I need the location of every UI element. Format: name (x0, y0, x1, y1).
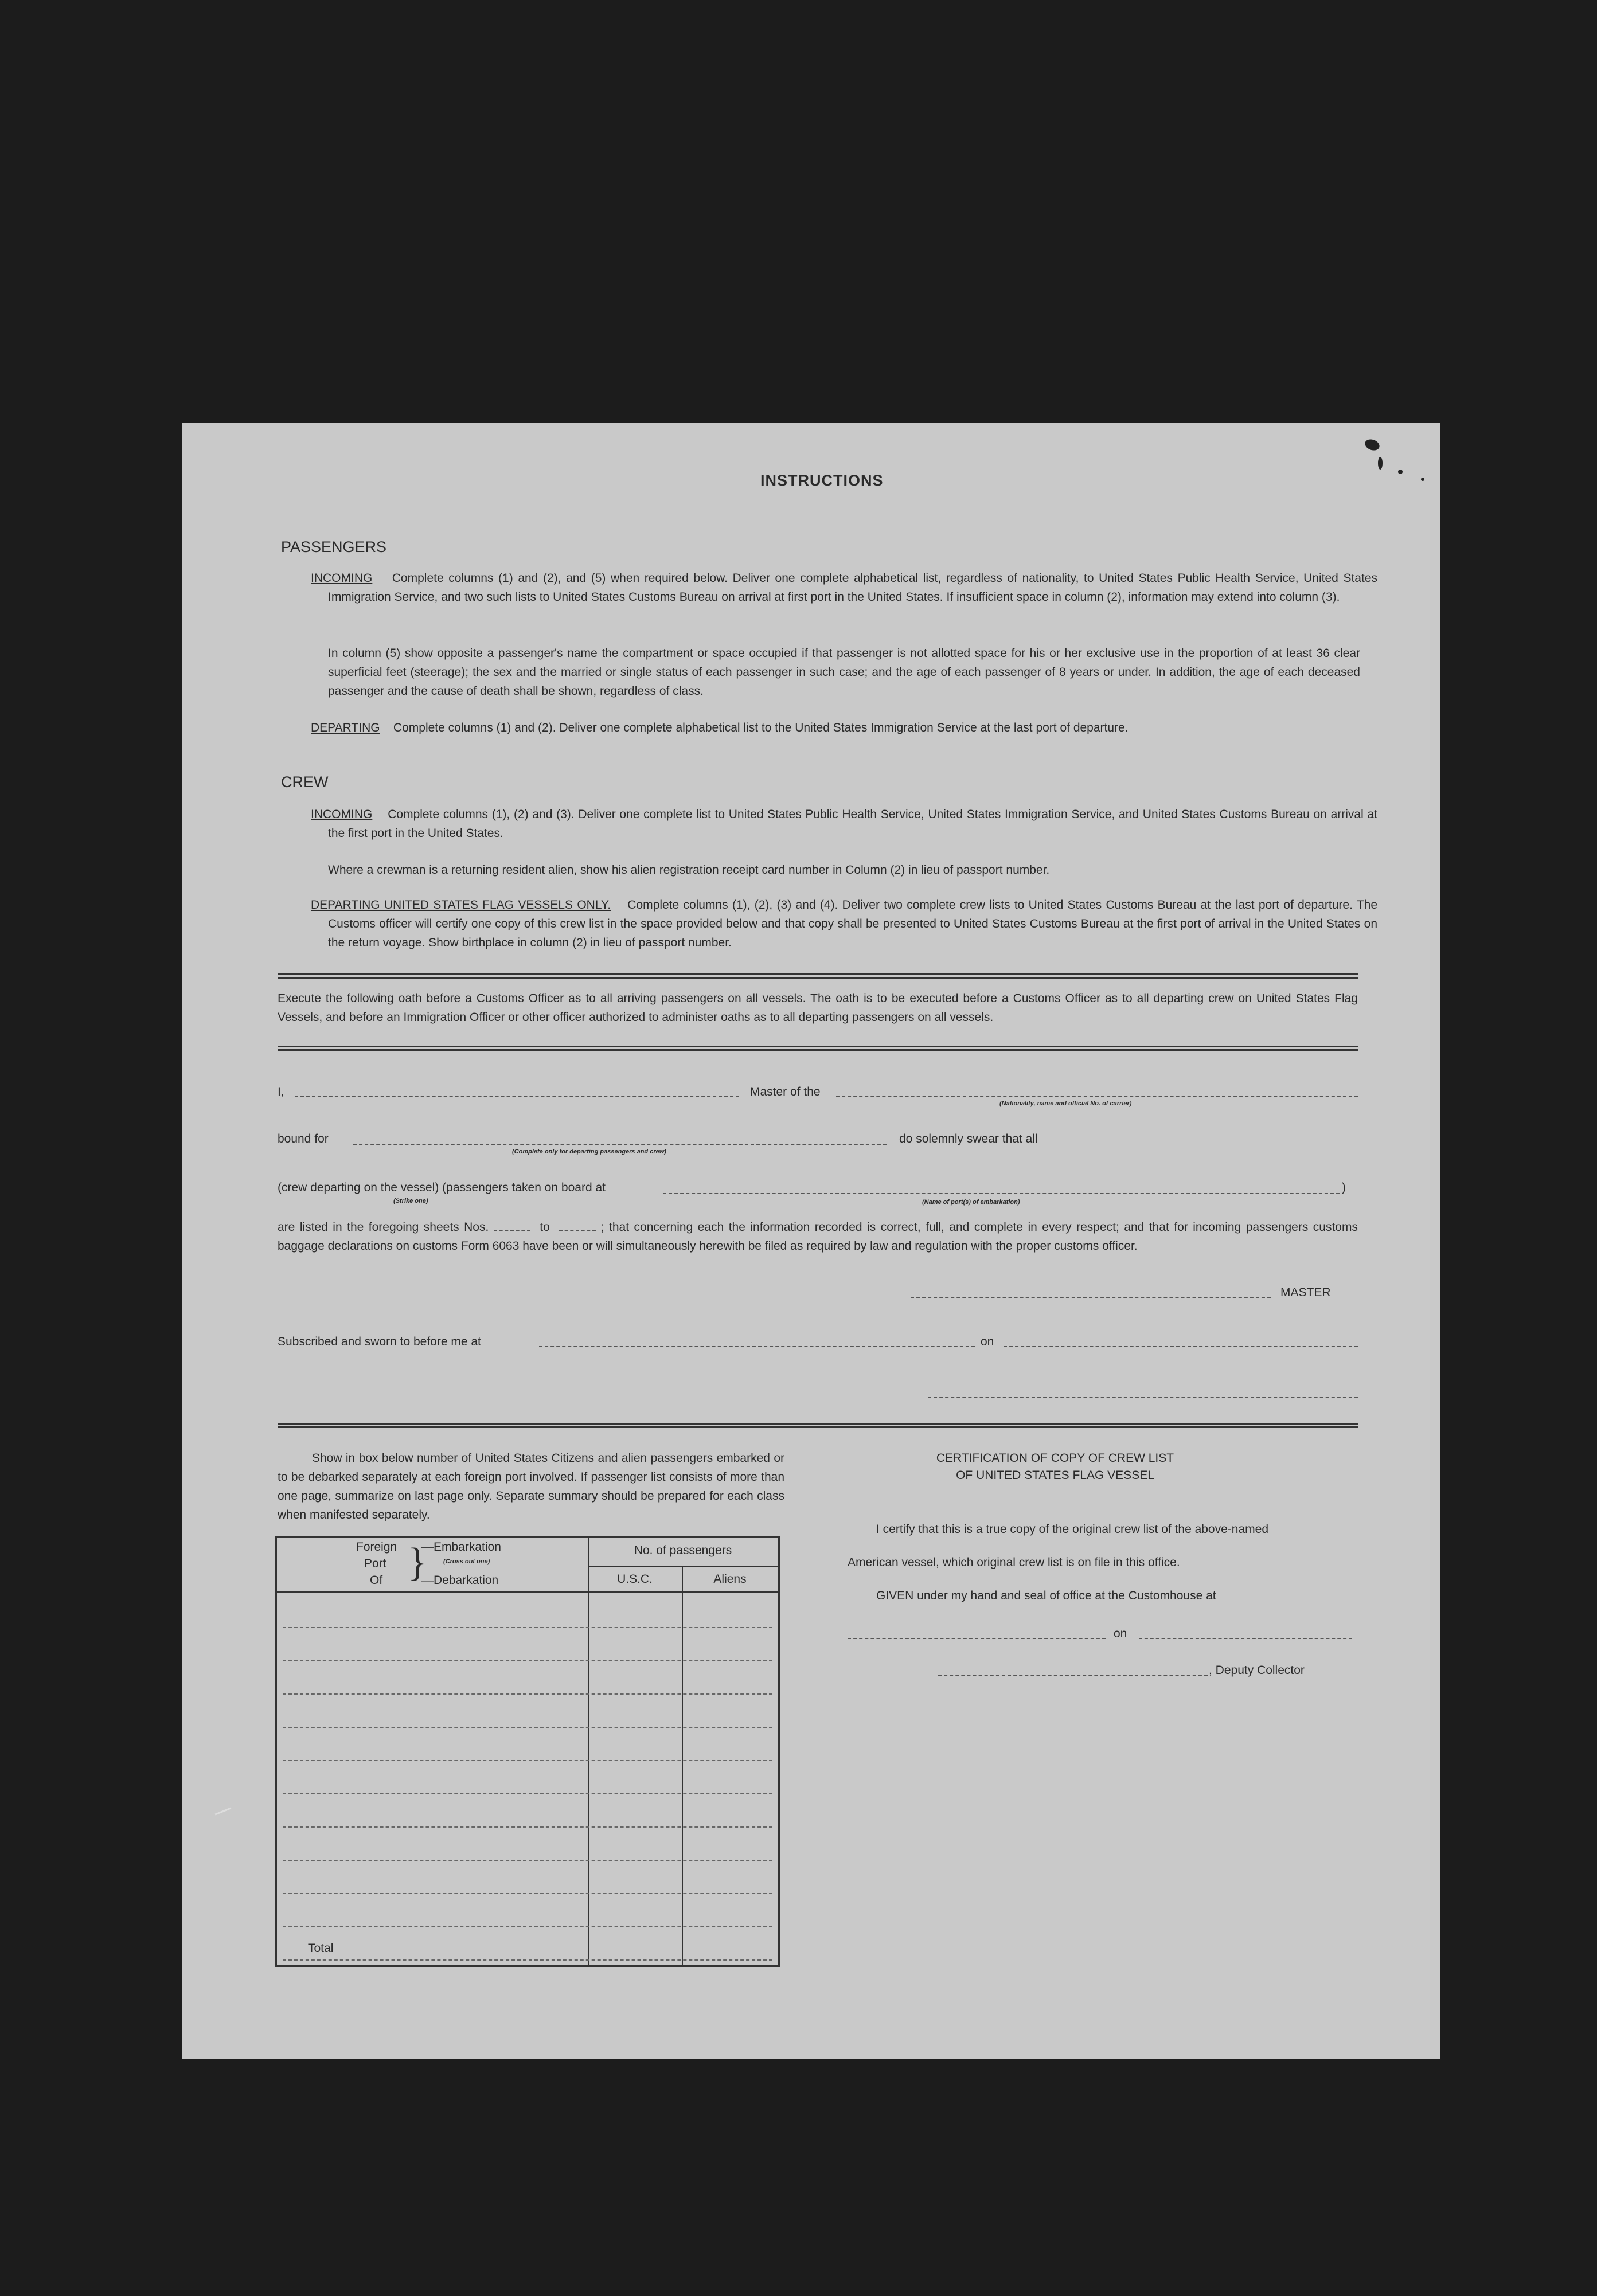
listed-text-end: ; that concerning each the information recorded is correct, full, and complete in every respect; and that for incoming passengers customs baggage declarations on customs Form 6063 have been or will simultaneously herewith be filed as required by law and regulation with the proper customs officer. (278, 1221, 1358, 1253)
sworn-date-field[interactable] (1004, 1346, 1358, 1347)
passengers-departing-label: DEPARTING (311, 721, 380, 734)
table-rows (283, 1595, 772, 1961)
crew-incoming-paragraph (311, 805, 1377, 843)
table-row[interactable] (283, 1828, 772, 1861)
oath-instruction: Execute the following oath before a Customs Officer as to all arriving passengers on all vessels. The oath is to be executed before a Customs Officer as to all departing crew on United States Flag Vessels, and before an Immigration Officer or other officer authorized to administer oaths as to all departing passengers on all vessels. (278, 992, 1358, 1024)
table-row[interactable] (283, 1794, 772, 1828)
divider-rule (278, 1423, 1358, 1428)
listed-paragraph (278, 1218, 1358, 1255)
certify-line-2: American vessel, which original crew list is on file in this office. (848, 1556, 1180, 1569)
cross-out-note: (Cross out one) (443, 1558, 490, 1565)
crew-departing-choice[interactable]: (crew departing on the vessel) (passengers taken on board at (278, 1181, 606, 1194)
passenger-summary-table (275, 1536, 780, 1967)
ink-blot (1378, 457, 1383, 470)
certification-date-field[interactable] (1139, 1638, 1352, 1639)
crew-departing-label: DEPARTING UNITED STATES FLAG VESSELS ONLY. (311, 898, 611, 912)
close-paren: ) (1342, 1181, 1346, 1194)
sheet-from-field[interactable] (494, 1218, 530, 1231)
passengers-column5-paragraph: In column (5) show opposite a passenger's name the compartment or space occupied if that passenger is not allotted space for his or her exclusive use in the proportion of at least 36 clear superficial feet (steerage); the sex and the married or single status of each passenger in such case; and the age of each passenger of 8 years or under. In addition, the age of each deceased passenger and the cause of death shall be shown, regardless of class. (328, 647, 1360, 698)
passengers-departing-text: Complete columns (1) and (2). Deliver one complete alphabetical list to the United States Immigration Service at the last port of departure. (393, 721, 1129, 734)
bound-for-label: bound for (278, 1132, 329, 1145)
table-row[interactable] (283, 1695, 772, 1728)
table-row[interactable] (283, 1728, 772, 1761)
master-label: MASTER (1280, 1286, 1331, 1299)
deputy-signature-field[interactable] (938, 1675, 1208, 1676)
divider-rule (278, 1046, 1358, 1051)
crew-departing-paragraph (311, 895, 1377, 952)
table-row[interactable] (283, 1861, 772, 1894)
foreign-label: Foreign (356, 1540, 397, 1554)
ink-speck (1421, 478, 1424, 481)
divider-rule (278, 973, 1358, 979)
brace-icon: } (408, 1540, 427, 1585)
passengers-incoming-label: INCOMING (311, 572, 373, 585)
ink-blot (1364, 437, 1381, 452)
passengers-heading: PASSENGERS (281, 538, 387, 556)
table-row[interactable] (283, 1595, 772, 1628)
passengers-departing-paragraph (311, 718, 1360, 737)
passengers-incoming-paragraph (311, 569, 1377, 607)
crew-resident-paragraph: Where a crewman is a returning resident alien, show his alien registration receipt card number in Column (2) in lieu of passport number. (328, 863, 1050, 877)
carrier-field[interactable] (836, 1096, 1358, 1097)
ink-speck (1398, 470, 1403, 474)
subscribed-label: Subscribed and sworn to before me at (278, 1335, 481, 1348)
passengers-incoming-text: Complete columns (1) and (2), and (5) when required below. Deliver one complete alphabetical list, regardless of nationality, to United States Public Health Service, United States Immigration Service, and two such lists to United States Customs Bureau on arrival at first port in the United States. If insufficient space in column (2), information may extend into column (3). (328, 572, 1378, 604)
port-label: Port (364, 1557, 386, 1570)
table-row[interactable] (283, 1661, 772, 1695)
certification-title-1: CERTIFICATION OF COPY OF CREW LIST (936, 1452, 1174, 1465)
deputy-collector-label: , Deputy Collector (1209, 1664, 1305, 1677)
certification-title-2: OF UNITED STATES FLAG VESSEL (956, 1469, 1154, 1482)
nationality-note: (Nationality, name and official No. of carrier) (999, 1100, 1132, 1107)
sheet-to-field[interactable] (559, 1218, 596, 1231)
strike-one-note: (Strike one) (393, 1198, 428, 1204)
header-rule (588, 1566, 778, 1567)
embarkation-choice[interactable]: —Embarkation (421, 1540, 501, 1554)
usc-header: U.S.C. (617, 1573, 653, 1586)
crew-incoming-text: Complete columns (1), (2) and (3). Deliver one complete list to United States Public Health Service, United States Immigration Service, and United States Customs Bureau on arrival at the first port in the United States. (328, 808, 1377, 840)
listed-to: to (540, 1221, 550, 1234)
form-page (182, 423, 1440, 2059)
oath-on-label: on (981, 1335, 994, 1348)
total-label: Total (308, 1942, 334, 1955)
embarkation-ports-field[interactable] (663, 1193, 1340, 1194)
debarkation-choice[interactable]: —Debarkation (421, 1574, 499, 1587)
no-passengers-header: No. of passengers (634, 1544, 732, 1557)
complete-only-note: (Complete only for departing passengers and crew) (512, 1148, 666, 1155)
officer-signature-field[interactable] (928, 1397, 1358, 1398)
crew-heading: CREW (281, 773, 329, 791)
sworn-place-field[interactable] (539, 1346, 975, 1347)
oath-i-label: I, (278, 1085, 284, 1098)
given-line: GIVEN under my hand and seal of office at the Customhouse at (876, 1589, 1216, 1602)
table-row[interactable] (283, 1894, 772, 1927)
table-row[interactable] (283, 1628, 772, 1661)
listed-text-start: are listed in the foregoing sheets Nos. (278, 1221, 489, 1234)
oath-master-of-label: Master of the (750, 1085, 821, 1098)
crew-incoming-label: INCOMING (311, 808, 373, 821)
table-row[interactable] (283, 1927, 772, 1961)
customhouse-field[interactable] (848, 1638, 1106, 1639)
bound-for-field[interactable] (353, 1144, 887, 1145)
certification-on-label: on (1114, 1627, 1127, 1640)
ports-note: (Name of port(s) of embarkation) (922, 1199, 1020, 1206)
certify-line-1: I certify that this is a true copy of the original crew list of the above-named (876, 1523, 1268, 1536)
table-row[interactable] (283, 1761, 772, 1794)
header-rule (277, 1591, 778, 1593)
master-name-field[interactable] (295, 1096, 739, 1097)
crew-departing-text: Complete columns (1), (2), (3) and (4). Deliver two complete crew lists to United States Customs Bureau at the last port of departure. The Customs officer will certify one copy of this crew list in the space provided below and that copy shall be presented to United States Customs Bureau at the first port of arrival in the United States on the return voyage. Show birthplace in column (2) in lieu of passport number. (328, 898, 1378, 949)
aliens-header: Aliens (713, 1573, 747, 1586)
page-title: INSTRUCTIONS (760, 472, 884, 489)
swear-label: do solemnly swear that all (899, 1132, 1038, 1145)
summary-instruction: Show in box below number of United States Citizens and alien passengers embarked or to be debarked separately at each foreign port involved. If passenger list consists of more than one page, summarize on last page only. Separate summary should be prepared for each class when manifested separately. (278, 1452, 784, 1521)
of-label: Of (370, 1574, 383, 1587)
master-signature-field[interactable] (911, 1297, 1271, 1298)
